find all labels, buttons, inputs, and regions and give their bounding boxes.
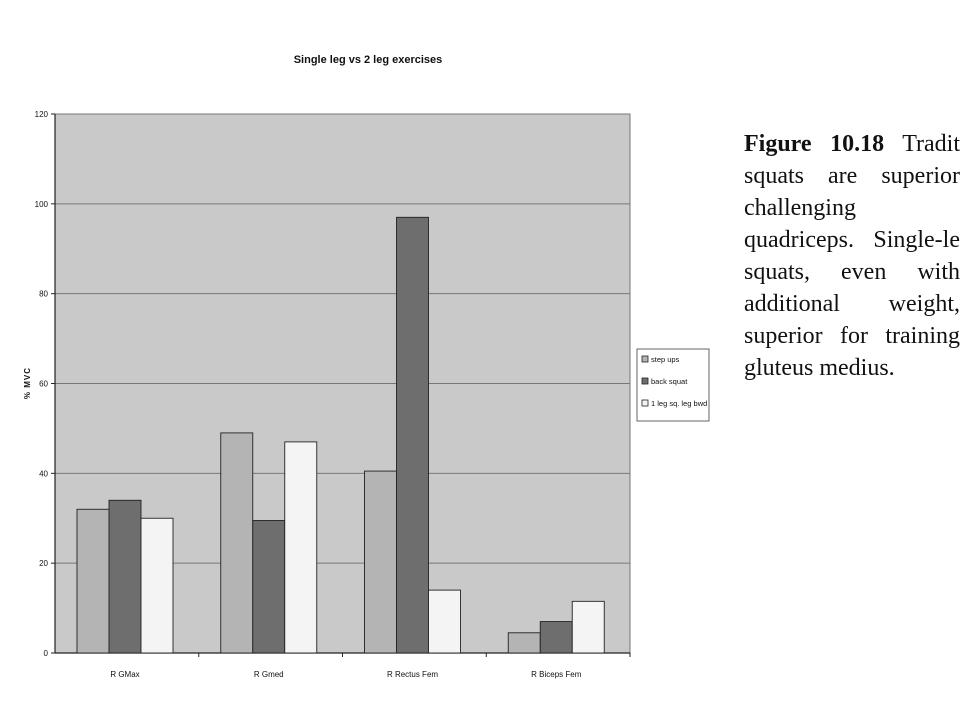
figure-caption: [744, 128, 960, 384]
y-tick-label: 0: [43, 649, 48, 658]
y-tick-label: 20: [39, 559, 48, 569]
bar-back-squat: [253, 520, 285, 653]
bar-1-leg-sq-leg-bwd: [285, 442, 317, 653]
x-category-label: R Gmed: [253, 670, 284, 679]
chart-title: Single leg vs 2 leg exercises: [293, 54, 443, 66]
bar-1-leg-sq-leg-bwd: [429, 590, 461, 653]
bar-1-leg-sq-leg-bwd: [141, 518, 173, 653]
bar-step-ups: [77, 509, 109, 653]
bar-step-ups: [508, 633, 540, 653]
bar-back-squat: [109, 500, 141, 653]
caption-line: additional weight,: [744, 291, 960, 317]
x-category-label: R Biceps Fem: [531, 670, 582, 679]
legend-swatch: [642, 400, 648, 406]
caption-line: squats, even with: [744, 259, 960, 285]
bar-1-leg-sq-leg-bwd: [572, 601, 604, 653]
legend: [637, 349, 709, 421]
plot-area: [35, 110, 630, 679]
caption-text: Tradit: [884, 131, 960, 157]
bar-back-squat: [397, 217, 429, 653]
caption-line: challenging: [744, 195, 856, 221]
y-tick-label: 120: [34, 110, 48, 119]
caption-line: superior for training: [744, 323, 960, 349]
legend-swatch: [642, 356, 648, 362]
caption-line: quadriceps. Single-le: [744, 227, 960, 253]
bar-step-ups: [365, 471, 397, 653]
bar-back-squat: [540, 622, 572, 653]
legend-swatch: [642, 378, 648, 384]
caption-line: squats are superior: [744, 163, 960, 189]
caption-line: [744, 128, 960, 160]
figure-label: Figure 10.18: [744, 131, 885, 157]
bar-step-ups: [221, 433, 253, 653]
legend-entry: back squat: [651, 377, 688, 386]
legend-entry: step ups: [651, 355, 680, 364]
caption-line: gluteus medius.: [744, 355, 895, 381]
x-category-label: R GMax: [110, 670, 140, 679]
y-tick-label: 100: [34, 199, 48, 209]
y-tick-label: 40: [39, 469, 48, 479]
y-axis-label: % MVC: [23, 366, 32, 400]
y-tick-label: 60: [39, 379, 48, 389]
x-category-label: R Rectus Fem: [386, 670, 439, 679]
legend-entry: 1 leg sq. leg bwd: [651, 399, 708, 408]
y-tick-label: 80: [39, 289, 48, 299]
